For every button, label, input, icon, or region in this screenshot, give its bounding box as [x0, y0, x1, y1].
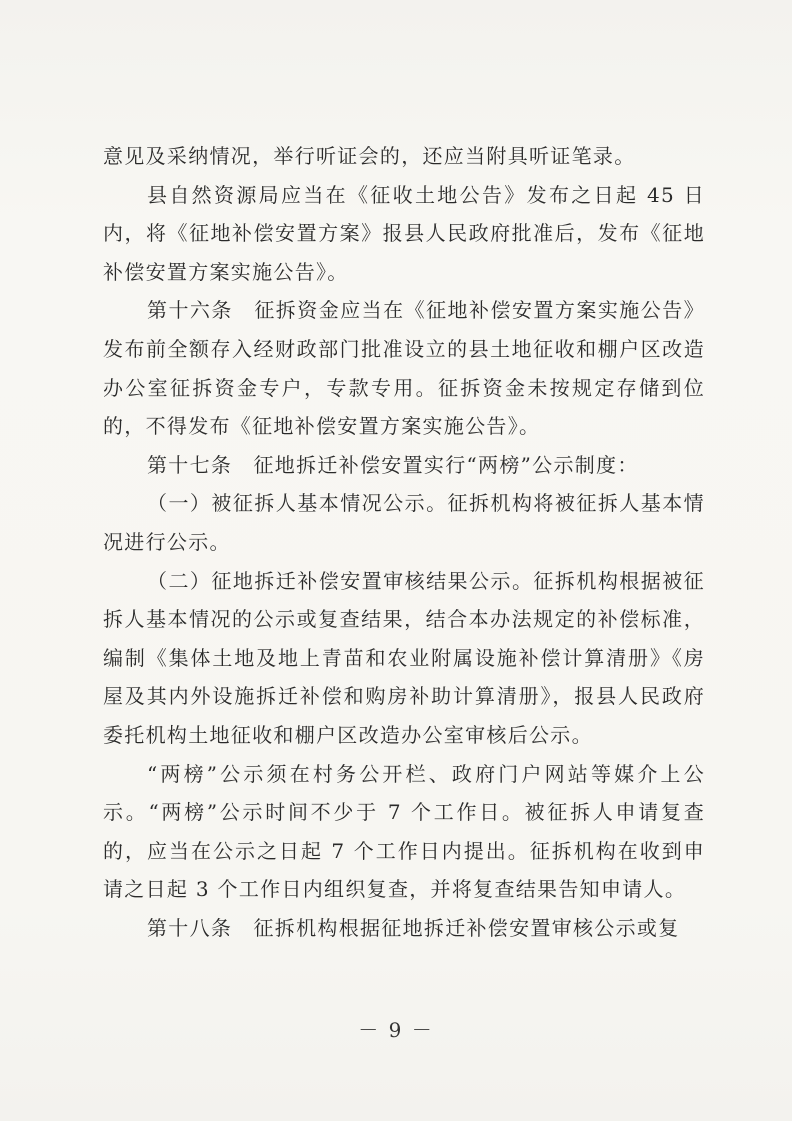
paragraph-article-18: 第十八条 征拆机构根据征地拆迁补偿安置审核公示或复: [147, 915, 680, 940]
paragraph-article-17: 第十七条 征地拆迁补偿安置实行“两榜”公示制度：: [147, 452, 639, 477]
paragraph-2: 县自然资源局应当在《征收土地公告》发布之日起 45 日内，将《征地补偿安置方案》报县人民政府批准后，发布《征地补偿安置方案实施公告》。: [103, 182, 705, 284]
paragraph-publicity-rule: “两榜”公示须在村务公开栏、政府门户网站等媒介上公示。“两榜”公示时间不少于 7 个工作日。被征拆人申请复查的，应当在公示之日起 7 个工作日内提出。征拆机构在收到申请之日起 3 个工作日内组织复查，并将复查结果告知申请人。: [103, 761, 705, 902]
document-body: [103, 137, 705, 947]
paragraph-item-2: （二）征地拆迁补偿安置审核结果公示。征拆机构根据被征拆人基本情况的公示或复查结果，结合本办法规定的补偿标准，编制《集体土地及地上青苗和农业附属设施补偿计算清册》《房屋及其内外设施拆迁补偿和购房补助计算清册》，报县人民政府委托机构土地征收和棚户区改造办公室审核后公示。: [103, 568, 705, 747]
paragraph-article-16: 第十六条 征拆资金应当在《征地补偿安置方案实施公告》发布前全额存入经财政部门批准设立的县土地征收和棚户区改造办公室征拆资金专户，专款专用。征拆资金未按规定存储到位的，不得发布《征地补偿安置方案实施公告》。: [103, 298, 705, 439]
page-number: － 9 －: [358, 1018, 434, 1042]
paragraph-1: 意见及采纳情况，举行听证会的，还应当附具听证笔录。: [103, 144, 636, 168]
paragraph-item-1: （一）被征拆人基本情况公示。征拆机构将被征拆人基本情况进行公示。: [103, 491, 705, 554]
